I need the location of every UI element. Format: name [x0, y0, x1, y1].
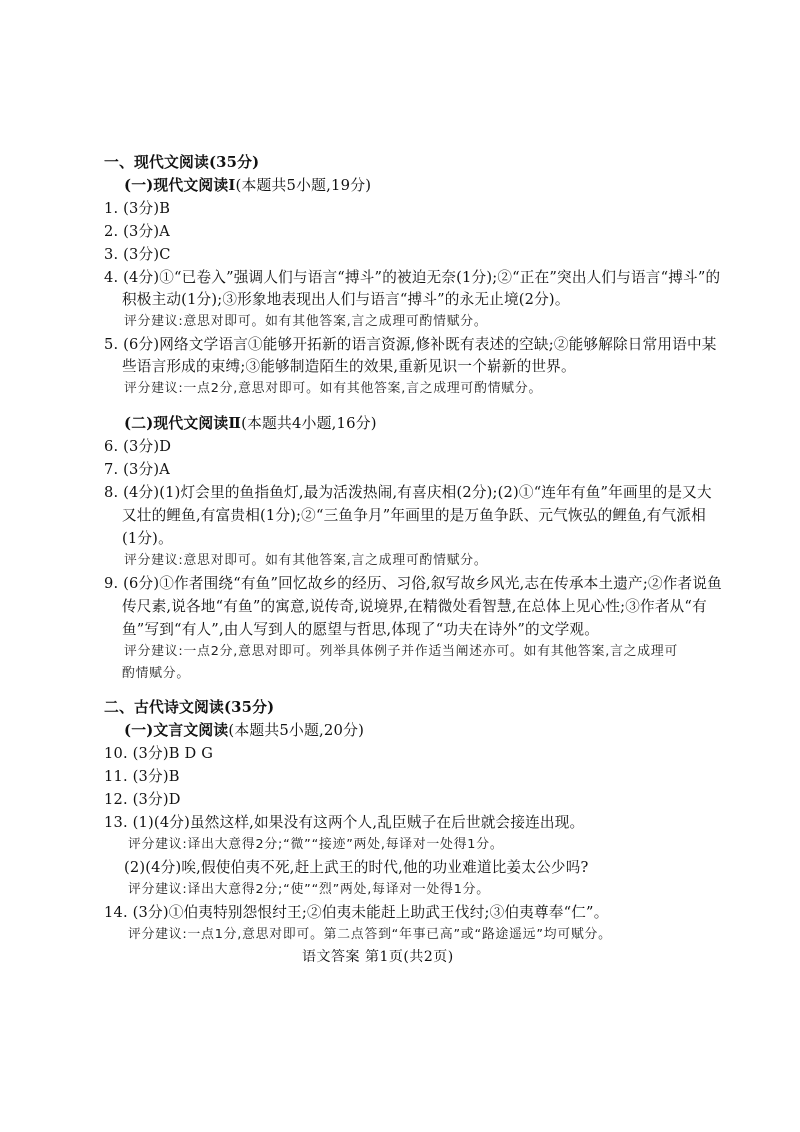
- answer-line: 7. (3分)A: [104, 461, 170, 478]
- scoring-note: 评分建议:译出大意得2分;“微”“接迹”两处,每译对一处得1分。: [128, 837, 504, 852]
- answer-line: 传尺素,说各地“有鱼”的寓意,说传奇,说境界,在精微处看智慧,在总体上见心性;③作者从“有: [122, 598, 707, 615]
- answer-line: 鱼”写到“有人”,由人写到人的愿望与哲思,体现了“功夫在诗外”的文学观。: [122, 621, 600, 638]
- scoring-note: 评分建议:意思对即可。如有其他答案,言之成理可酌情赋分。: [124, 314, 488, 329]
- subsection-title: (一)现代文阅读Ⅰ: [124, 177, 236, 194]
- answer-line: 11. (3分)B: [104, 768, 180, 785]
- answer-line: (2)(4分)唉,假使伯夷不死,赶上武王的时代,他的功业难道比姜太公少吗?: [124, 859, 589, 876]
- answer-line: 些语言形成的束缚;③能够制造陌生的效果,重新见识一个崭新的世界。: [122, 358, 576, 375]
- scoring-note: 酌情赋分。: [122, 666, 190, 681]
- answer-line: 12. (3分)D: [104, 791, 181, 808]
- section-title: 一、现代文阅读(35分): [104, 154, 260, 171]
- answer-line: (1分)。: [122, 530, 173, 547]
- subsection-note: (本题共5小题,20分): [228, 722, 365, 739]
- section-title: 二、古代诗文阅读(35分): [104, 699, 275, 716]
- subsection-title: (二)现代文阅读Ⅱ: [124, 415, 242, 432]
- answer-line: 9. (6分)①作者围绕“有鱼”回忆故乡的经历、习俗,叙写故乡风光,志在传承本土遗产;②作者说鱼: [104, 575, 722, 592]
- answer-line: 6. (3分)D: [104, 438, 172, 455]
- answer-line: 5. (6分)网络文学语言①能够开拓新的语言资源,修补既有表述的空缺;②能够解除日常用语中某: [104, 336, 717, 353]
- subsection-heading: [124, 413, 377, 435]
- scoring-note: 评分建议:译出大意得2分;“使”“烈”两处,每译对一处得1分。: [128, 882, 490, 897]
- scoring-note: 评分建议:一点2分,意思对即可。如有其他答案,言之成理可酌情赋分。: [124, 381, 543, 396]
- answer-line: 8. (4分)(1)灯会里的鱼指鱼灯,最为活泼热闹,有喜庆相(2分);(2)①“连年有鱼”年画里的是又大: [104, 484, 712, 501]
- answer-line: 14. (3分)①伯夷特别怨恨纣王;②伯夷未能赶上助武王伐纣;③伯夷尊奉“仁”。: [104, 904, 609, 921]
- subsection-note: (本题共5小题,19分): [235, 177, 372, 194]
- subsection-note: (本题共4小题,16分): [241, 415, 377, 432]
- page-footer: 语文答案 第1页(共2页): [302, 949, 454, 965]
- answer-line: 2. (3分)A: [104, 223, 170, 240]
- answer-line: 13. (1)(4分)虽然这样,如果没有这两个人,乱臣贼子在后世就会接连出现。: [104, 814, 585, 831]
- answer-line: 10. (3分)B D G: [104, 745, 214, 762]
- subsection-heading: [124, 720, 364, 742]
- answer-line: 又壮的鲤鱼,有富贵相(1分);②“三鱼争月”年画里的是万鱼争跃、元气恢弘的鲤鱼,有气派相: [122, 507, 706, 524]
- answer-line: 积极主动(1分);③形象地表现出人们与语言“搏斗”的永无止境(2分)。: [122, 291, 570, 308]
- subsection-heading: [124, 175, 371, 197]
- answer-line: 4. (4分)①“已卷入”强调人们与语言“搏斗”的被迫无奈(1分);②“正在”突出人们与语言“搏斗”的: [104, 269, 721, 286]
- subsection-title: (一)文言文阅读: [124, 722, 229, 739]
- scoring-note: 评分建议:意思对即可。如有其他答案,言之成理可酌情赋分。: [124, 553, 488, 568]
- answer-line: 3. (3分)C: [104, 246, 171, 263]
- scoring-note: 评分建议:一点2分,意思对即可。列举具体例子并作适当阐述亦可。如有其他答案,言之成理可: [124, 644, 679, 659]
- scoring-note: 评分建议:一点1分,意思对即可。第二点答到“年事已高”或“路途遥远”均可赋分。: [128, 927, 612, 942]
- answer-line: 1. (3分)B: [104, 200, 171, 217]
